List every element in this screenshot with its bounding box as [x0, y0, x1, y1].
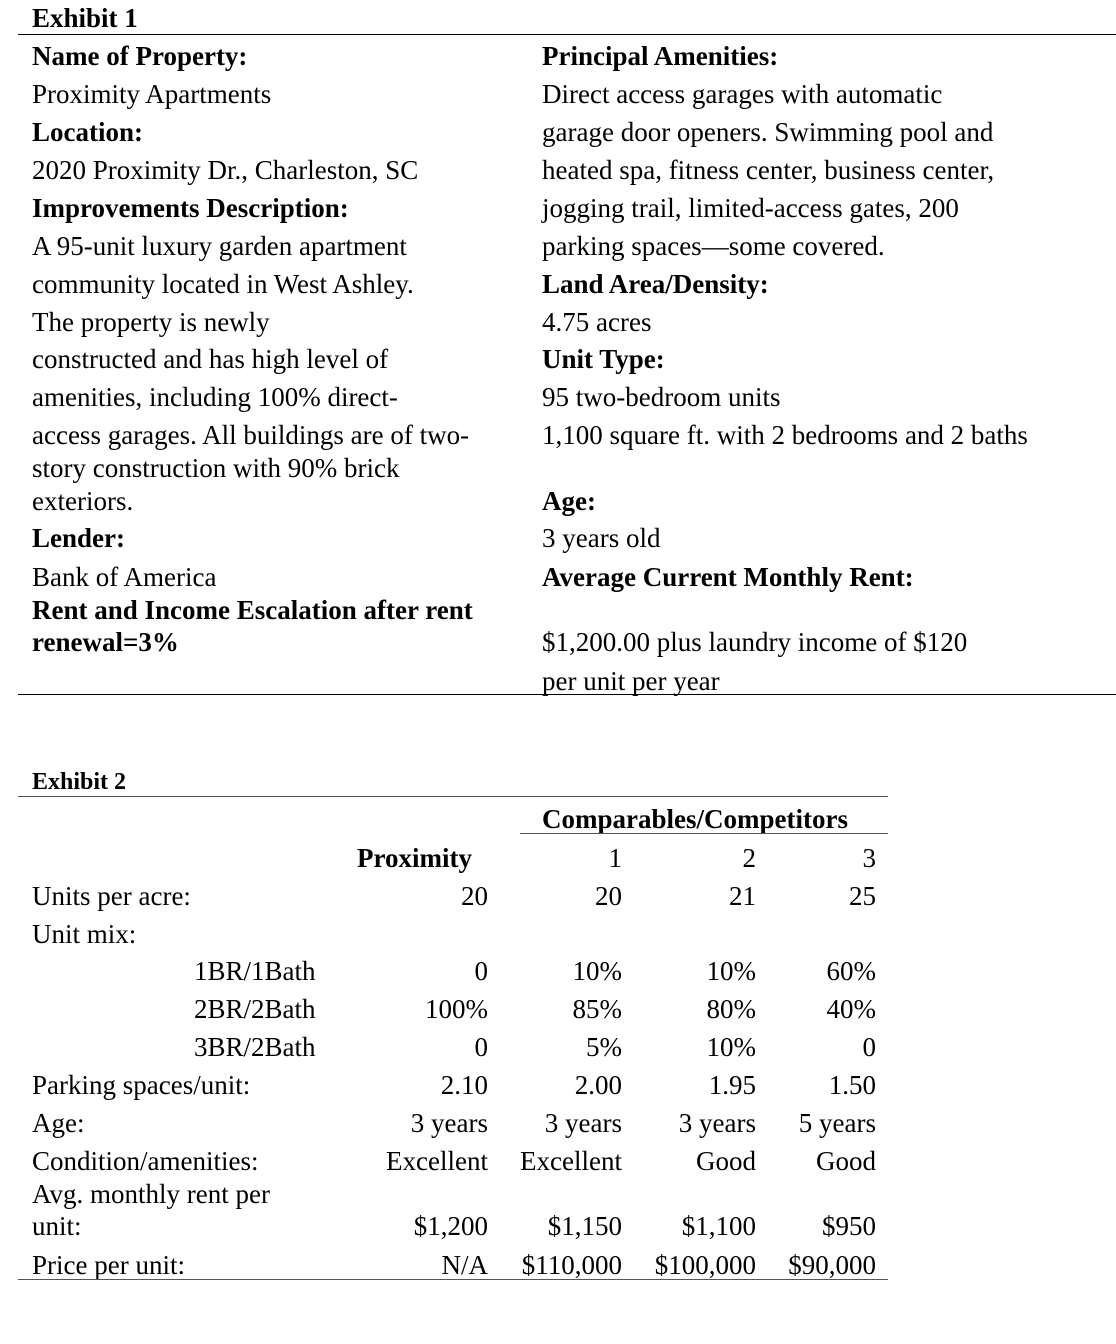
improvements-line: exteriors. — [32, 486, 134, 516]
column-header-3: 3 — [862, 843, 876, 873]
exhibit2-top-rule — [18, 796, 888, 797]
cell: 2.00 — [574, 1070, 622, 1100]
unit-type-line1: 95 two-bedroom units — [542, 382, 781, 412]
column-header-1: 1 — [608, 843, 622, 873]
exhibit1-top-rule — [18, 34, 1116, 35]
location-value: 2020 Proximity Dr., Charleston, SC — [32, 155, 419, 185]
cell: $950 — [822, 1211, 876, 1241]
cell: 3 years — [544, 1108, 622, 1138]
cell: 5 years — [798, 1108, 876, 1138]
cell: Good — [696, 1146, 756, 1176]
cell: Good — [816, 1146, 876, 1176]
cell: 0 — [862, 1032, 876, 1062]
cell: 10% — [706, 956, 756, 986]
row-label: Age: — [32, 1108, 85, 1138]
name-label: Name of Property: — [32, 41, 248, 71]
improvements-line: amenities, including 100% direct- — [32, 382, 398, 412]
column-header-proximity: Proximity — [357, 843, 472, 873]
escalation-line1: Rent and Income Escalation after rent — [32, 595, 473, 625]
lender-label: Lender: — [32, 523, 125, 553]
location-label: Location: — [32, 117, 143, 147]
cell: 21 — [729, 881, 756, 911]
cell: 1.50 — [828, 1070, 876, 1100]
improvements-line: story construction with 90% brick — [32, 453, 400, 483]
cell: 0 — [474, 1032, 488, 1062]
age-value: 3 years old — [542, 523, 661, 553]
cell: 3 years — [410, 1108, 488, 1138]
cell: N/A — [441, 1250, 488, 1280]
age-label: Age: — [542, 486, 596, 516]
name-value: Proximity Apartments — [32, 79, 272, 109]
cell: Excellent — [520, 1146, 622, 1176]
amenities-line: jogging trail, limited-access gates, 200 — [542, 193, 959, 223]
row-label: Avg. monthly rent per — [32, 1179, 270, 1209]
cell: 60% — [826, 956, 876, 986]
row-label: 3BR/2Bath — [194, 1032, 316, 1062]
cell: $1,200 — [413, 1211, 488, 1241]
amenities-line: parking spaces—some covered. — [542, 231, 885, 261]
exhibit1-title: Exhibit 1 — [32, 3, 138, 33]
row-label: 1BR/1Bath — [194, 956, 316, 986]
row-label: Units per acre: — [32, 881, 191, 911]
unit-type-line2: 1,100 square ft. with 2 bedrooms and 2 baths — [542, 420, 1028, 450]
row-label: Condition/amenities: — [32, 1146, 259, 1176]
improvements-line: A 95-unit luxury garden apartment — [32, 231, 407, 261]
cell: $1,150 — [547, 1211, 622, 1241]
cell: 10% — [706, 1032, 756, 1062]
cell: 2.10 — [440, 1070, 488, 1100]
improvements-line: The property is newly — [32, 307, 270, 337]
cell: 25 — [849, 881, 876, 911]
cell: 80% — [706, 994, 756, 1024]
unit-type-label: Unit Type: — [542, 344, 665, 374]
cell: 3 years — [678, 1108, 756, 1138]
cell: 20 — [461, 881, 488, 911]
escalation-line2: renewal=3% — [32, 627, 179, 657]
cell: 85% — [572, 994, 622, 1024]
cell: $100,000 — [654, 1250, 756, 1280]
amenities-line: garage door openers. Swimming pool and — [542, 117, 994, 147]
column-header-2: 2 — [742, 843, 756, 873]
amenities-label: Principal Amenities: — [542, 41, 779, 71]
cell: $1,100 — [681, 1211, 756, 1241]
rent-line1: $1,200.00 plus laundry income of $120 — [542, 627, 968, 657]
land-label: Land Area/Density: — [542, 269, 769, 299]
cell: 100% — [425, 994, 488, 1024]
exhibit1-bottom-rule — [18, 694, 1116, 695]
cell: 10% — [572, 956, 622, 986]
cell: Excellent — [386, 1146, 488, 1176]
comparables-header: Comparables/Competitors — [542, 804, 848, 834]
row-label: Price per unit: — [32, 1250, 185, 1280]
land-value: 4.75 acres — [542, 307, 652, 337]
cell: 5% — [586, 1032, 622, 1062]
improvements-line: community located in West Ashley. — [32, 269, 414, 299]
row-label: unit: — [32, 1211, 82, 1241]
row-label-unit-mix: Unit mix: — [32, 919, 137, 949]
row-label: Parking spaces/unit: — [32, 1070, 251, 1100]
cell: $90,000 — [788, 1250, 876, 1280]
cell: 40% — [826, 994, 876, 1024]
row-label: 2BR/2Bath — [194, 994, 316, 1024]
improvements-label: Improvements Description: — [32, 193, 349, 223]
improvements-line: access garages. All buildings are of two- — [32, 420, 470, 450]
rent-label: Average Current Monthly Rent: — [542, 562, 914, 592]
amenities-line: heated spa, fitness center, business center, — [542, 155, 995, 185]
rent-line2: per unit per year — [542, 666, 720, 696]
lender-value: Bank of America — [32, 562, 217, 592]
exhibit2-title: Exhibit 2 — [32, 769, 127, 795]
cell: 0 — [474, 956, 488, 986]
amenities-line: Direct access garages with automatic — [542, 79, 943, 109]
cell: 20 — [595, 881, 622, 911]
exhibit2-bottom-rule — [18, 1279, 888, 1280]
cell: $110,000 — [521, 1250, 622, 1280]
comparables-underline — [520, 833, 888, 834]
improvements-line: constructed and has high level of — [32, 344, 389, 374]
cell: 1.95 — [708, 1070, 756, 1100]
